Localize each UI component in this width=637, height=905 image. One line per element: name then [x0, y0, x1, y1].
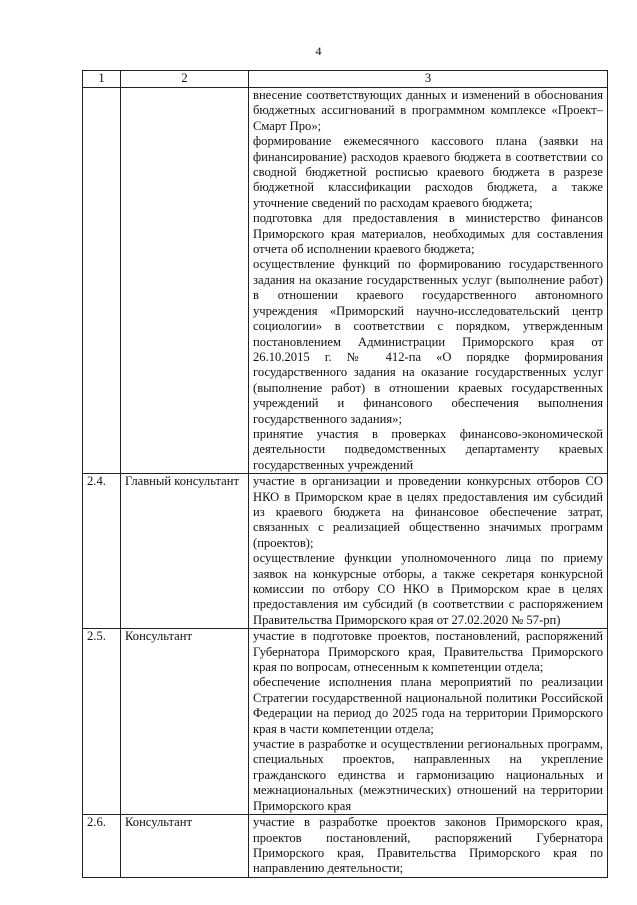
- duty-paragraph: принятие участия в проверках финансово-экономической деятельности подведомственных департаменту краевых государственных учреждений: [253, 426, 603, 472]
- duties-cell: [249, 815, 608, 878]
- duty-paragraph: формирование ежемесячного кассового плана (заявки на финансирование) расходов краевого бюджета в соответствии со сводной бюджетной росписью краевого бюджета в разрезе бюджетной классификации расходов бюджета, а также уточнение сведений по расходам краевого бюджета;: [253, 134, 603, 210]
- duty-paragraph: обеспечение исполнения плана мероприятий по реализации Стратегии государственной национальной политики Российской Федерации на период до 2025 года на территории Приморского края в части компетенции отдела;: [253, 675, 603, 736]
- column-header-1: 1: [83, 71, 121, 88]
- duty-paragraph: осуществление функций по формированию государственного задания на оказание государственных услуг (выполнение работ) в отношении краевого государственного автономного учреждения «Приморский научно-исследовательский центр социологии» в соответствии с порядком, утвержденным постановлением Администрации Приморского края от 26.10.2015 г. № 412-па «О порядке формирования государственного задания на оказание государственных услуг (выполнение работ) в отношении краевых государственных учреждений и финансового обеспечения выполнения государственного задания»;: [253, 257, 603, 426]
- position-title: Главный консультант: [121, 474, 249, 629]
- page-number: 4: [315, 44, 322, 58]
- duty-paragraph: участие в разработке и осуществлении региональных программ, специальных проектов, направленных на укрепление гражданского единства и гармонизацию национальных и межнациональных (межэтнических) отношений на территории Приморского края: [253, 737, 603, 813]
- table-row: [83, 815, 608, 878]
- duty-paragraph: участие в разработке проектов законов Приморского края, проектов постановлений, распоряжений Губернатора Приморского края, Правительства Приморского края по направлению деятельности;: [253, 815, 603, 876]
- duty-paragraph: участие в подготовке проектов, постановлений, распоряжений Губернатора Приморского края, Правительства Приморского края по вопросам, отнесенным к компетенции отдела;: [253, 629, 603, 675]
- row-number: 2.6.: [83, 815, 121, 878]
- table-row: [83, 474, 608, 629]
- duties-cell: [249, 474, 608, 629]
- row-number: [83, 88, 121, 474]
- table-row: [83, 629, 608, 815]
- table-row: [83, 88, 608, 474]
- duty-paragraph: подготовка для предоставления в министерство финансов Приморского края материалов, необходимых для составления отчета об исполнении краевого бюджета;: [253, 211, 603, 257]
- row-number: 2.4.: [83, 474, 121, 629]
- duty-paragraph: участие в организации и проведении конкурсных отборов СО НКО в Приморском крае в целях предоставления им субсидий из краевого бюджета на финансовое обеспечение затрат, связанных с реализацией общественно значимых программ (проектов);: [253, 474, 603, 550]
- column-header-3: 3: [249, 71, 608, 88]
- table-header-row: [83, 71, 608, 88]
- duties-cell: [249, 629, 608, 815]
- duty-paragraph: внесение соответствующих данных и изменений в обоснования бюджетных ассигнований в программном комплексе «Проект–Смарт Про»;: [253, 88, 603, 133]
- duties-table: [82, 70, 608, 878]
- position-title: [121, 88, 249, 474]
- position-title: Консультант: [121, 629, 249, 815]
- duties-cell: [249, 88, 608, 474]
- column-header-2: 2: [121, 71, 249, 88]
- position-title: Консультант: [121, 815, 249, 878]
- row-number: 2.5.: [83, 629, 121, 815]
- duty-paragraph: осуществление функции уполномоченного лица по приему заявок на конкурсные отборы, а также секретаря конкурсной комиссии по отбору СО НКО в Приморском крае в целях предоставления им субсидий (в соответствии с распоряжением Правительства Приморского края от 27.02.2020 № 57-рп): [253, 551, 603, 627]
